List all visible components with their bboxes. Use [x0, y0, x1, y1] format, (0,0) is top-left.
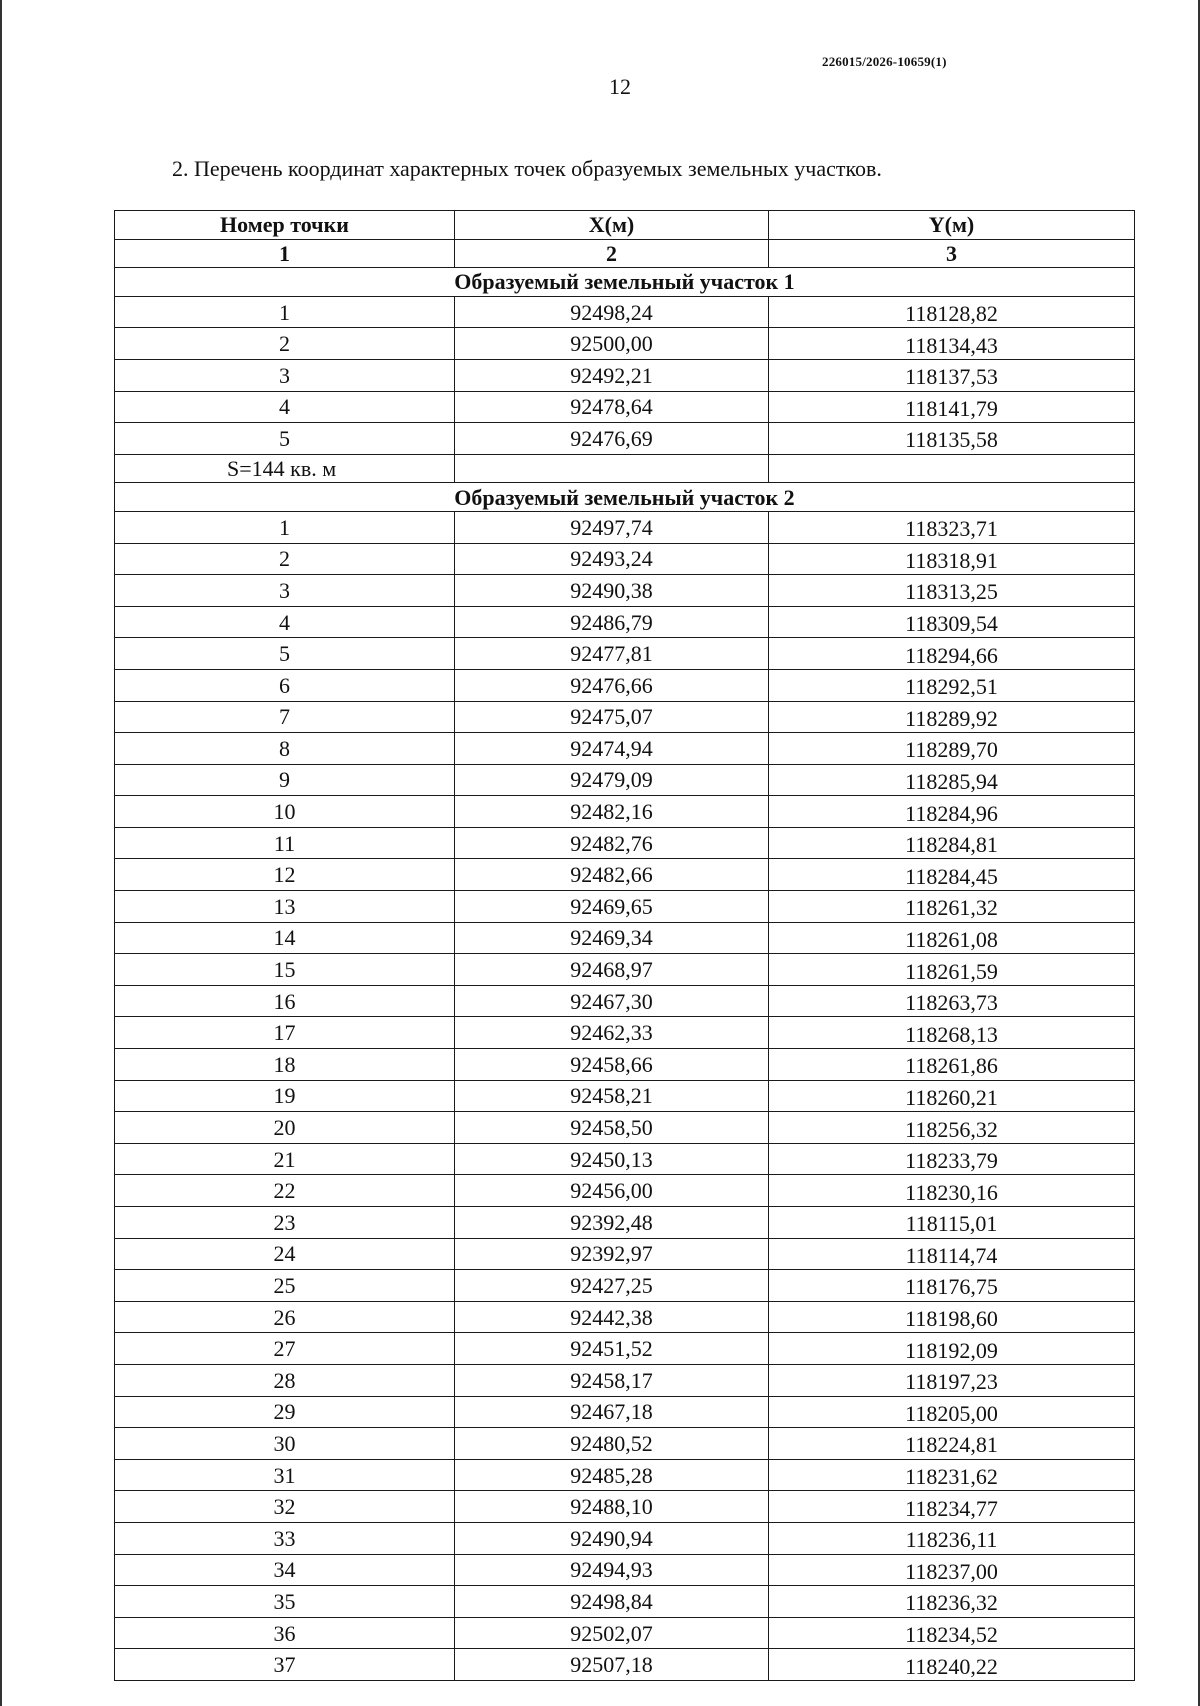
- point-number-cell: 28: [115, 1364, 455, 1396]
- x-coordinate-cell: 92479,09: [455, 764, 769, 796]
- x-coordinate-cell: 92500,00: [455, 328, 769, 360]
- point-number-cell: 20: [115, 1112, 455, 1144]
- table-row: [115, 1333, 1135, 1365]
- table-body: [115, 268, 1135, 1681]
- table-row: [115, 511, 1135, 543]
- x-coordinate-cell: 92482,66: [455, 859, 769, 891]
- column-number: 3: [769, 239, 1135, 268]
- x-coordinate-cell: 92476,66: [455, 669, 769, 701]
- column-header-point-number: Номер точки: [115, 211, 455, 240]
- y-coordinate-cell: 118134,43: [769, 328, 1135, 360]
- point-number-cell: 24: [115, 1238, 455, 1270]
- point-number-cell: 34: [115, 1554, 455, 1586]
- table-row: [115, 1017, 1135, 1049]
- point-number-cell: 19: [115, 1080, 455, 1112]
- point-number-cell: 9: [115, 764, 455, 796]
- table-row: [115, 1364, 1135, 1396]
- table-row: [115, 827, 1135, 859]
- y-coordinate-cell: 118309,54: [769, 606, 1135, 638]
- page-number: 12: [609, 74, 631, 99]
- y-coordinate-cell: 118292,51: [769, 669, 1135, 701]
- parcel-1-title-row: [115, 268, 1135, 297]
- table-row: [115, 1554, 1135, 1586]
- y-coordinate-cell: 118285,94: [769, 764, 1135, 796]
- point-number-cell: 15: [115, 954, 455, 986]
- x-coordinate-cell: 92476,69: [455, 423, 769, 455]
- point-number-cell: 4: [115, 606, 455, 638]
- x-coordinate-cell: 92486,79: [455, 606, 769, 638]
- y-coordinate-cell: 118234,77: [769, 1491, 1135, 1523]
- point-number-cell: 1: [115, 296, 455, 328]
- x-coordinate-cell: 92494,93: [455, 1554, 769, 1586]
- y-coordinate-cell: 118256,32: [769, 1112, 1135, 1144]
- point-number-cell: 31: [115, 1459, 455, 1491]
- table-header-row: [115, 211, 1135, 240]
- x-coordinate-cell: 92467,18: [455, 1396, 769, 1428]
- point-number-cell: 2: [115, 328, 455, 360]
- point-number-cell: 1: [115, 511, 455, 543]
- x-coordinate-cell: 92482,16: [455, 796, 769, 828]
- column-header-x: X(м): [455, 211, 769, 240]
- y-coordinate-cell: 118260,21: [769, 1080, 1135, 1112]
- table-row: [115, 1459, 1135, 1491]
- y-coordinate-cell: 118192,09: [769, 1333, 1135, 1365]
- x-coordinate-cell: 92482,76: [455, 827, 769, 859]
- point-number-cell: 32: [115, 1491, 455, 1523]
- point-number-cell: 16: [115, 985, 455, 1017]
- point-number-cell: 3: [115, 359, 455, 391]
- x-coordinate-cell: 92490,38: [455, 575, 769, 607]
- x-coordinate-cell: 92498,84: [455, 1586, 769, 1618]
- table-row: [115, 296, 1135, 328]
- x-coordinate-cell: 92451,52: [455, 1333, 769, 1365]
- point-number-cell: 18: [115, 1049, 455, 1081]
- empty-cell: [455, 454, 769, 483]
- y-coordinate-cell: 118261,08: [769, 922, 1135, 954]
- x-coordinate-cell: 92468,97: [455, 954, 769, 986]
- y-coordinate-cell: 118236,11: [769, 1522, 1135, 1554]
- x-coordinate-cell: 92469,65: [455, 891, 769, 923]
- point-number-cell: 37: [115, 1649, 455, 1681]
- table-row: [115, 1207, 1135, 1239]
- y-coordinate-cell: 118233,79: [769, 1143, 1135, 1175]
- table-row: [115, 1428, 1135, 1460]
- table-row: [115, 733, 1135, 765]
- table-row: [115, 423, 1135, 455]
- x-coordinate-cell: 92492,21: [455, 359, 769, 391]
- point-number-cell: 11: [115, 827, 455, 859]
- y-coordinate-cell: 118284,96: [769, 796, 1135, 828]
- x-coordinate-cell: 92462,33: [455, 1017, 769, 1049]
- column-header-y: Y(м): [769, 211, 1135, 240]
- table-row: [115, 1270, 1135, 1302]
- point-number-cell: 23: [115, 1207, 455, 1239]
- point-number-cell: 3: [115, 575, 455, 607]
- table-row: [115, 764, 1135, 796]
- table-row: [115, 606, 1135, 638]
- area-row: [115, 454, 1135, 483]
- empty-cell: [769, 454, 1135, 483]
- parcel-area: S=144 кв. м: [115, 454, 455, 483]
- parcel-title: Образуемый земельный участок 2: [115, 483, 1135, 512]
- column-number: 1: [115, 239, 455, 268]
- y-coordinate-cell: 118240,22: [769, 1649, 1135, 1681]
- y-coordinate-cell: 118237,00: [769, 1554, 1135, 1586]
- table-row: [115, 1586, 1135, 1618]
- table-row: [115, 1491, 1135, 1523]
- table-row: [115, 1396, 1135, 1428]
- x-coordinate-cell: 92458,17: [455, 1364, 769, 1396]
- y-coordinate-cell: 118284,45: [769, 859, 1135, 891]
- x-coordinate-cell: 92507,18: [455, 1649, 769, 1681]
- column-number: 2: [455, 239, 769, 268]
- point-number-cell: 27: [115, 1333, 455, 1365]
- y-coordinate-cell: 118231,62: [769, 1459, 1135, 1491]
- x-coordinate-cell: 92488,10: [455, 1491, 769, 1523]
- table-row: [115, 985, 1135, 1017]
- y-coordinate-cell: 118261,32: [769, 891, 1135, 923]
- point-number-cell: 14: [115, 922, 455, 954]
- y-coordinate-cell: 118205,00: [769, 1396, 1135, 1428]
- point-number-cell: 36: [115, 1617, 455, 1649]
- point-number-cell: 30: [115, 1428, 455, 1460]
- table-row: [115, 1617, 1135, 1649]
- table-row: [115, 954, 1135, 986]
- table-row: [115, 328, 1135, 360]
- point-number-cell: 8: [115, 733, 455, 765]
- document-reference: 226015/2026-10659(1): [822, 54, 947, 69]
- point-number-cell: 7: [115, 701, 455, 733]
- y-coordinate-cell: 118268,13: [769, 1017, 1135, 1049]
- y-coordinate-cell: 118323,71: [769, 511, 1135, 543]
- point-number-cell: 10: [115, 796, 455, 828]
- x-coordinate-cell: 92467,30: [455, 985, 769, 1017]
- x-coordinate-cell: 92392,48: [455, 1207, 769, 1239]
- x-coordinate-cell: 92427,25: [455, 1270, 769, 1302]
- table-row: [115, 701, 1135, 733]
- x-coordinate-cell: 92392,97: [455, 1238, 769, 1270]
- point-number-cell: 25: [115, 1270, 455, 1302]
- table-row: [115, 891, 1135, 923]
- point-number-cell: 12: [115, 859, 455, 891]
- y-coordinate-cell: 118114,74: [769, 1238, 1135, 1270]
- x-coordinate-cell: 92450,13: [455, 1143, 769, 1175]
- table-row: [115, 1238, 1135, 1270]
- x-coordinate-cell: 92493,24: [455, 543, 769, 575]
- x-coordinate-cell: 92480,52: [455, 1428, 769, 1460]
- table-row: [115, 669, 1135, 701]
- y-coordinate-cell: 118289,92: [769, 701, 1135, 733]
- y-coordinate-cell: 118128,82: [769, 296, 1135, 328]
- x-coordinate-cell: 92498,24: [455, 296, 769, 328]
- parcel-2-title-row: [115, 483, 1135, 512]
- y-coordinate-cell: 118284,81: [769, 827, 1135, 859]
- x-coordinate-cell: 92477,81: [455, 638, 769, 670]
- point-number-cell: 5: [115, 423, 455, 455]
- y-coordinate-cell: 118289,70: [769, 733, 1135, 765]
- x-coordinate-cell: 92502,07: [455, 1617, 769, 1649]
- point-number-cell: 6: [115, 669, 455, 701]
- page-edge-left: [0, 0, 2, 1706]
- y-coordinate-cell: 118263,73: [769, 985, 1135, 1017]
- table-row: [115, 922, 1135, 954]
- table-row: [115, 1301, 1135, 1333]
- table-row: [115, 575, 1135, 607]
- point-number-cell: 35: [115, 1586, 455, 1618]
- y-coordinate-cell: 118115,01: [769, 1207, 1135, 1239]
- table-row: [115, 796, 1135, 828]
- table-row: [115, 638, 1135, 670]
- x-coordinate-cell: 92458,66: [455, 1049, 769, 1081]
- y-coordinate-cell: 118224,81: [769, 1428, 1135, 1460]
- y-coordinate-cell: 118135,58: [769, 423, 1135, 455]
- y-coordinate-cell: 118261,59: [769, 954, 1135, 986]
- table-row: [115, 1112, 1135, 1144]
- y-coordinate-cell: 118236,32: [769, 1586, 1135, 1618]
- table-row: [115, 859, 1135, 891]
- point-number-cell: 4: [115, 391, 455, 423]
- x-coordinate-cell: 92456,00: [455, 1175, 769, 1207]
- table-row: [115, 1522, 1135, 1554]
- x-coordinate-cell: 92478,64: [455, 391, 769, 423]
- x-coordinate-cell: 92475,07: [455, 701, 769, 733]
- y-coordinate-cell: 118141,79: [769, 391, 1135, 423]
- table-row: [115, 1175, 1135, 1207]
- table-row: [115, 543, 1135, 575]
- point-number-cell: 22: [115, 1175, 455, 1207]
- section-heading: 2. Перечень координат характерных точек образуемых земельных участков.: [172, 156, 882, 181]
- x-coordinate-cell: 92474,94: [455, 733, 769, 765]
- y-coordinate-cell: 118234,52: [769, 1617, 1135, 1649]
- y-coordinate-cell: 118313,25: [769, 575, 1135, 607]
- x-coordinate-cell: 92458,50: [455, 1112, 769, 1144]
- point-number-cell: 21: [115, 1143, 455, 1175]
- x-coordinate-cell: 92442,38: [455, 1301, 769, 1333]
- column-number-row: [115, 239, 1135, 268]
- coordinates-table: [114, 210, 1135, 1681]
- y-coordinate-cell: 118294,66: [769, 638, 1135, 670]
- y-coordinate-cell: 118318,91: [769, 543, 1135, 575]
- point-number-cell: 26: [115, 1301, 455, 1333]
- x-coordinate-cell: 92469,34: [455, 922, 769, 954]
- point-number-cell: 5: [115, 638, 455, 670]
- y-coordinate-cell: 118261,86: [769, 1049, 1135, 1081]
- y-coordinate-cell: 118197,23: [769, 1364, 1135, 1396]
- point-number-cell: 17: [115, 1017, 455, 1049]
- x-coordinate-cell: 92458,21: [455, 1080, 769, 1112]
- table-row: [115, 359, 1135, 391]
- point-number-cell: 29: [115, 1396, 455, 1428]
- point-number-cell: 33: [115, 1522, 455, 1554]
- table-row: [115, 1049, 1135, 1081]
- table-row: [115, 391, 1135, 423]
- x-coordinate-cell: 92485,28: [455, 1459, 769, 1491]
- y-coordinate-cell: 118230,16: [769, 1175, 1135, 1207]
- table-row: [115, 1143, 1135, 1175]
- x-coordinate-cell: 92497,74: [455, 511, 769, 543]
- table-row: [115, 1080, 1135, 1112]
- y-coordinate-cell: 118137,53: [769, 359, 1135, 391]
- y-coordinate-cell: 118176,75: [769, 1270, 1135, 1302]
- parcel-title: Образуемый земельный участок 1: [115, 268, 1135, 297]
- x-coordinate-cell: 92490,94: [455, 1522, 769, 1554]
- point-number-cell: 13: [115, 891, 455, 923]
- table-row: [115, 1649, 1135, 1681]
- point-number-cell: 2: [115, 543, 455, 575]
- y-coordinate-cell: 118198,60: [769, 1301, 1135, 1333]
